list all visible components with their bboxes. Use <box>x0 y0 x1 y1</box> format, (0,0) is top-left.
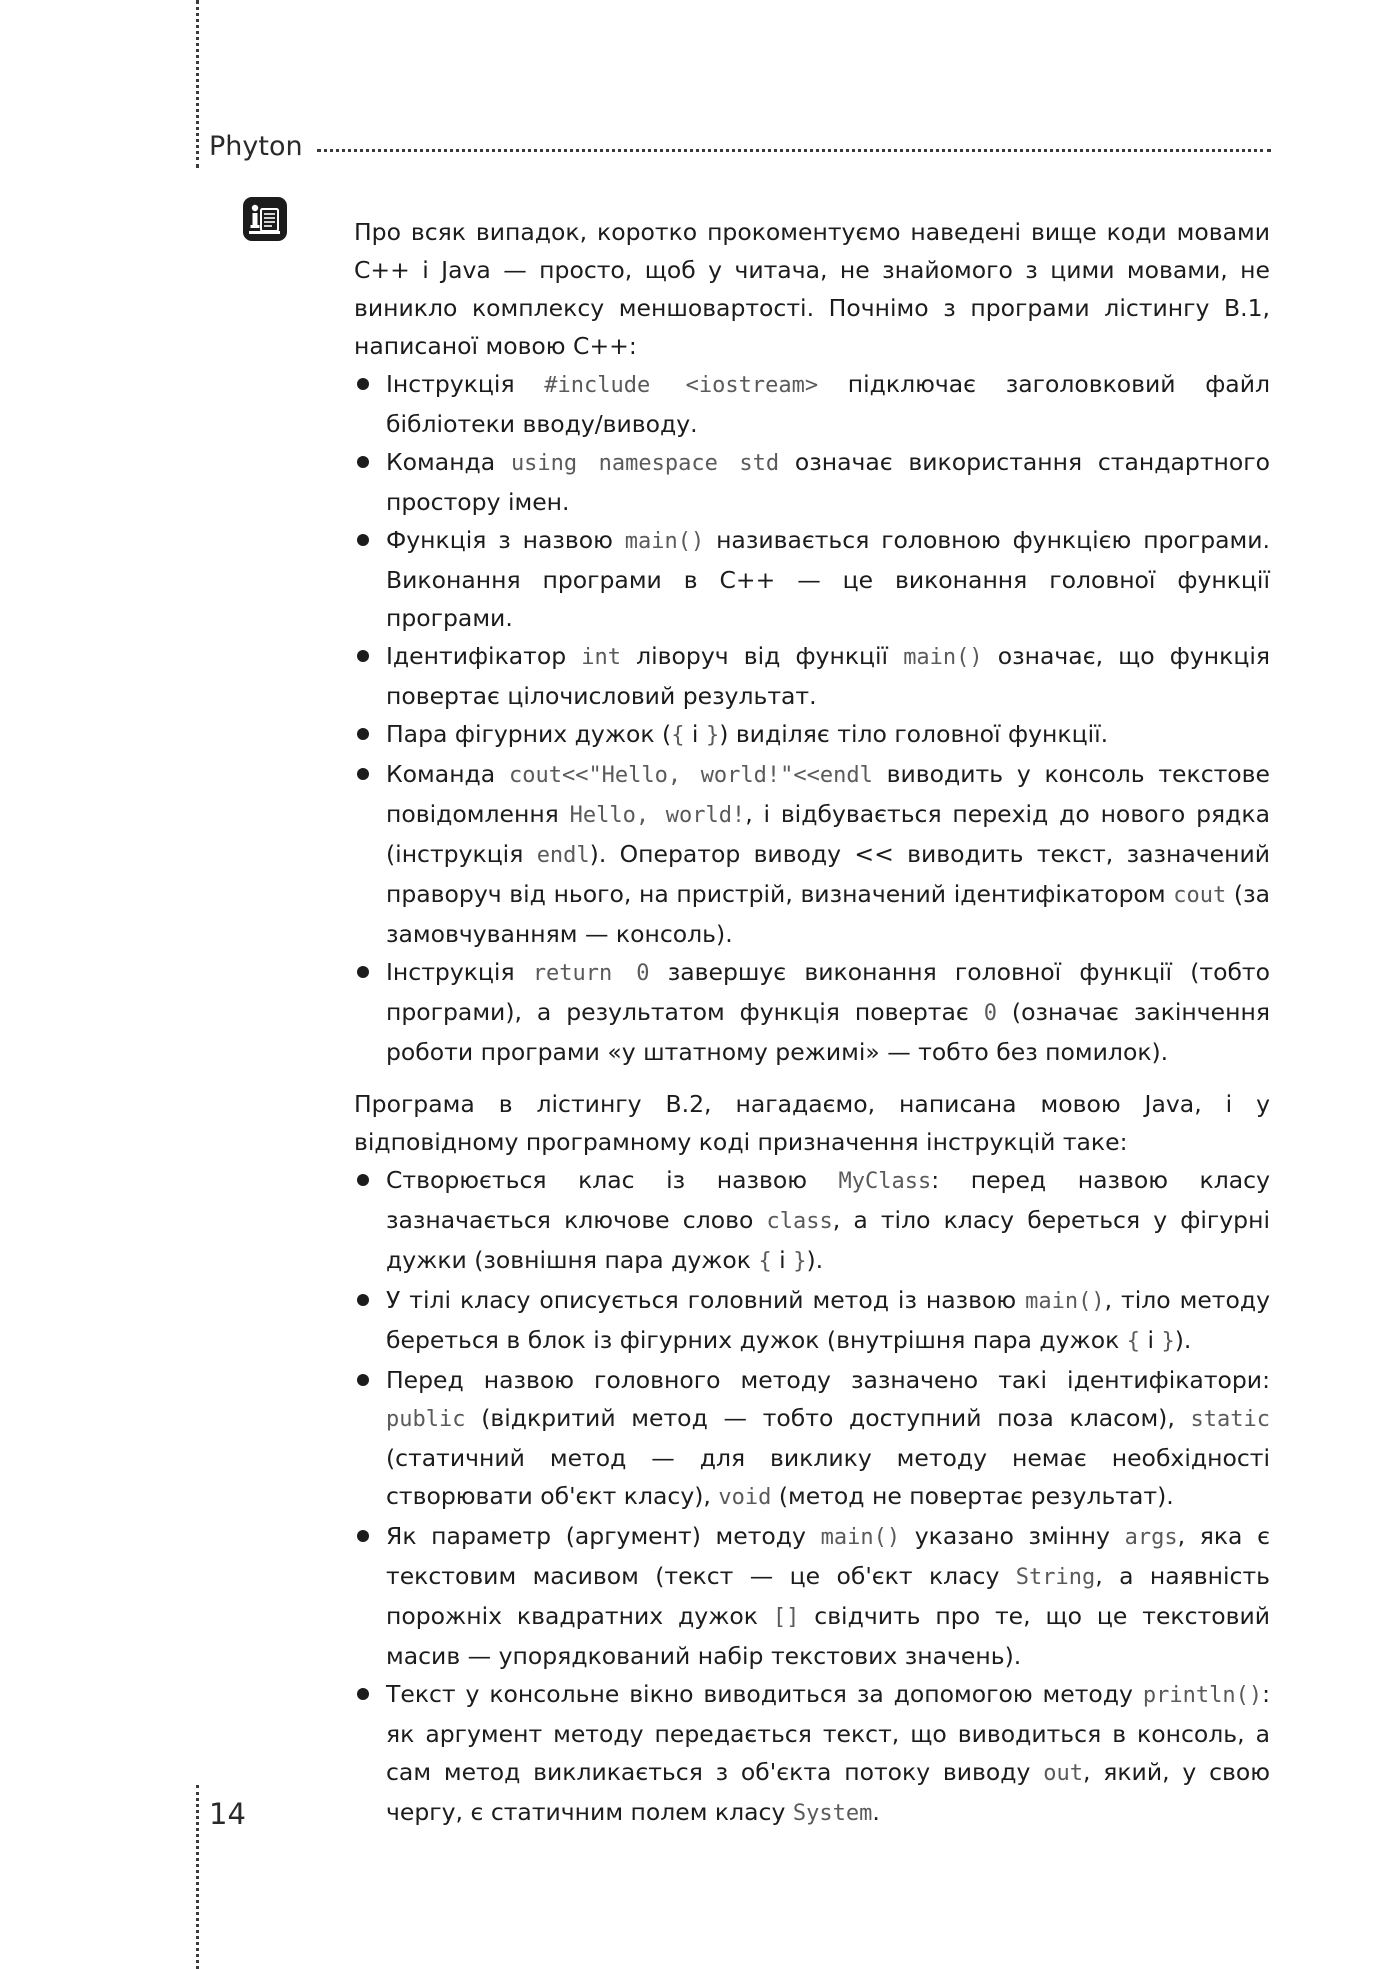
list-item-text: Створюється клас із назвою <box>386 1166 839 1194</box>
bullet-icon <box>357 966 369 978</box>
list-item <box>354 755 1270 953</box>
inline-code: main() <box>903 645 983 670</box>
header-dotted-leader <box>317 149 1271 152</box>
list-item-text: виводить у консоль текстове повідомлення <box>386 760 1270 828</box>
inline-code: main() <box>820 1525 901 1550</box>
inline-code: main() <box>1025 1289 1105 1314</box>
inline-code: } <box>1161 1329 1175 1354</box>
margin-dotted-rule-bottom <box>196 1785 199 1969</box>
list-item-text: У тілі класу описується головний метод із назвою <box>386 1286 1026 1314</box>
list-item-text: . <box>872 1798 880 1826</box>
inline-code: { <box>671 723 685 748</box>
inline-code: endl <box>536 843 590 868</box>
java-intro-paragraph: Програма в лістингу В.2, нагадаємо, написана мовою Java, і у відповідному програмному коді призначення інструкцій таке: <box>354 1090 1270 1156</box>
list-item <box>354 1361 1270 1517</box>
inline-code: 0 <box>983 1001 997 1026</box>
list-item-text: підключає заголовковий файл бібліотеки вводу/виводу. <box>386 370 1270 438</box>
list-item <box>354 443 1270 521</box>
inline-code: #include <iostream> <box>544 373 819 398</box>
list-item-text: Ідентифікатор <box>386 642 582 670</box>
bullet-icon <box>357 650 369 662</box>
running-header-title: Phyton <box>209 130 303 162</box>
list-item-text: , а наявність порожніх квадратних дужок <box>386 1562 1271 1630</box>
list-item-text: Як параметр (аргумент) методу <box>386 1522 821 1550</box>
list-item-text: завершує виконання головної функції (тобто програми), а результатом функція повертає <box>386 958 1271 1026</box>
list-item <box>354 637 1270 715</box>
list-item-text: : перед назвою класу зазначається ключове слово <box>386 1166 1270 1234</box>
inline-code: out <box>1043 1761 1083 1786</box>
list-item-text: Команда <box>386 760 509 788</box>
inline-code: [] <box>772 1605 800 1630</box>
list-item-text: , яка є текстовим масивом (текст — це об'єкт класу <box>386 1522 1270 1590</box>
list-item <box>354 365 1270 443</box>
list-item <box>354 953 1270 1071</box>
list-item-text: Інструкція <box>386 370 545 398</box>
inline-code: { <box>758 1249 772 1274</box>
inline-code: void <box>718 1485 772 1510</box>
inline-code: println() <box>1142 1683 1263 1708</box>
list-item-text: , тіло методу береться в блок із фігурних дужок (внутрішня пара дужок <box>386 1286 1270 1354</box>
inline-code: int <box>581 645 622 670</box>
page-number: 14 <box>209 1797 246 1831</box>
inline-code: main() <box>624 529 705 554</box>
bullet-icon <box>357 534 369 546</box>
list-item-text: називається головною функцією програми. Виконання програми в C++ — це виконання головної функції програми. <box>386 526 1270 632</box>
info-book-icon <box>243 197 287 241</box>
inline-code: return 0 <box>532 961 650 986</box>
inline-code: } <box>793 1249 807 1274</box>
list-item-text: (за замовчуванням — консоль). <box>386 880 1270 948</box>
inline-code: using namespace std <box>510 451 780 476</box>
inline-code: { <box>1126 1329 1141 1354</box>
list-item-text: (статичний метод — для виклику методу немає необхідності створювати об'єкт класу), <box>386 1444 1270 1510</box>
inline-code: args <box>1124 1525 1178 1550</box>
list-item-text: ліворуч від функції <box>621 642 904 670</box>
intro-paragraph: Про всяк випадок, коротко прокоментуємо наведені вище коди мовами C++ і Java — просто, щоб у читача, не знайомого з цими мовами, не виникло комплексу меншовартості. Почнімо з програми лістингу В.1, написаної мовою C++: <box>354 218 1270 360</box>
list-item-text: Функція з назвою <box>386 526 625 554</box>
list-item <box>354 1161 1270 1281</box>
list-item-text: означає використання стандартного простору імен. <box>386 448 1270 516</box>
cpp-explanation-list <box>354 365 1270 1071</box>
list-item-text: і <box>684 720 706 748</box>
running-header <box>209 126 1271 166</box>
bullet-icon <box>357 728 369 740</box>
bullet-icon <box>357 378 369 390</box>
list-item-text: і <box>1140 1326 1162 1354</box>
bullet-icon <box>357 456 369 468</box>
inline-code: System <box>792 1801 873 1826</box>
inline-code: public <box>386 1407 466 1432</box>
list-item-text: (означає закінчення роботи програми «у штатному режимі» — тобто без помилок). <box>386 998 1271 1066</box>
list-item <box>354 715 1270 755</box>
list-item-text: Перед назвою головного методу зазначено такі ідентифікатори: <box>386 1366 1270 1394</box>
bullet-icon <box>357 1530 369 1542</box>
bullet-icon <box>357 1688 369 1700</box>
inline-code: MyClass <box>838 1169 932 1194</box>
list-item-text: Пара фігурних дужок ( <box>386 720 672 748</box>
bullet-icon <box>357 1294 369 1306</box>
inline-code: cout <box>1173 883 1227 908</box>
list-item-text: (метод не повертає результат). <box>771 1482 1174 1510</box>
list-item-text: Текст у консольне вікно виводиться за допомогою методу <box>386 1680 1143 1708</box>
list-item-text: і <box>771 1246 794 1274</box>
margin-dotted-rule-top <box>196 0 199 168</box>
bullet-icon <box>357 1174 369 1186</box>
list-item <box>354 1281 1270 1361</box>
list-item-text: означає, що функція повертає цілочисловий результат. <box>386 642 1271 710</box>
list-item-text: ). <box>806 1246 824 1274</box>
list-item-text: свідчить про те, що це текстовий масив — упорядкований набір текстових значень). <box>386 1602 1271 1670</box>
list-item-text: (відкритий метод — тобто доступний поза класом), <box>465 1404 1191 1432</box>
list-item <box>354 1517 1270 1675</box>
java-explanation-list <box>354 1161 1270 1833</box>
list-item <box>354 1675 1270 1833</box>
bullet-icon <box>357 1374 369 1386</box>
list-item-text: , і відбувається перехід до нового рядка (інструкція <box>386 800 1270 868</box>
list-item-text: указано змінну <box>900 1522 1125 1550</box>
inline-code: cout<<"Hello, world!"<<endl <box>508 763 873 788</box>
list-item-text: Інструкція <box>386 958 533 986</box>
main-text-block <box>354 213 1270 1833</box>
inline-code: static <box>1190 1407 1270 1432</box>
list-item-text: ). Оператор виводу << виводить текст, зазначений праворуч від нього, на пристрій, визначений ідентифікатором <box>386 840 1270 908</box>
list-item-text: , який, у свою чергу, є статичним полем класу <box>386 1758 1270 1826</box>
inline-code: class <box>766 1209 833 1234</box>
list-item-text: ) виділяє тіло головної функції. <box>719 720 1109 748</box>
list-item-text: , а тіло класу береться у фігурні дужки (зовнішня пара дужок <box>386 1206 1270 1274</box>
list-item-text: : як аргумент методу передається текст, що виводиться в консоль, а сам метод викликається з об'єкта потоку виводу <box>386 1680 1270 1786</box>
inline-code: Hello, world! <box>569 803 746 828</box>
inline-code: } <box>705 723 720 748</box>
list-item-text: Команда <box>386 448 511 476</box>
inline-code: String <box>1015 1565 1096 1590</box>
bullet-icon <box>357 768 369 780</box>
list-item <box>354 521 1270 637</box>
list-item-text: ). <box>1174 1326 1192 1354</box>
